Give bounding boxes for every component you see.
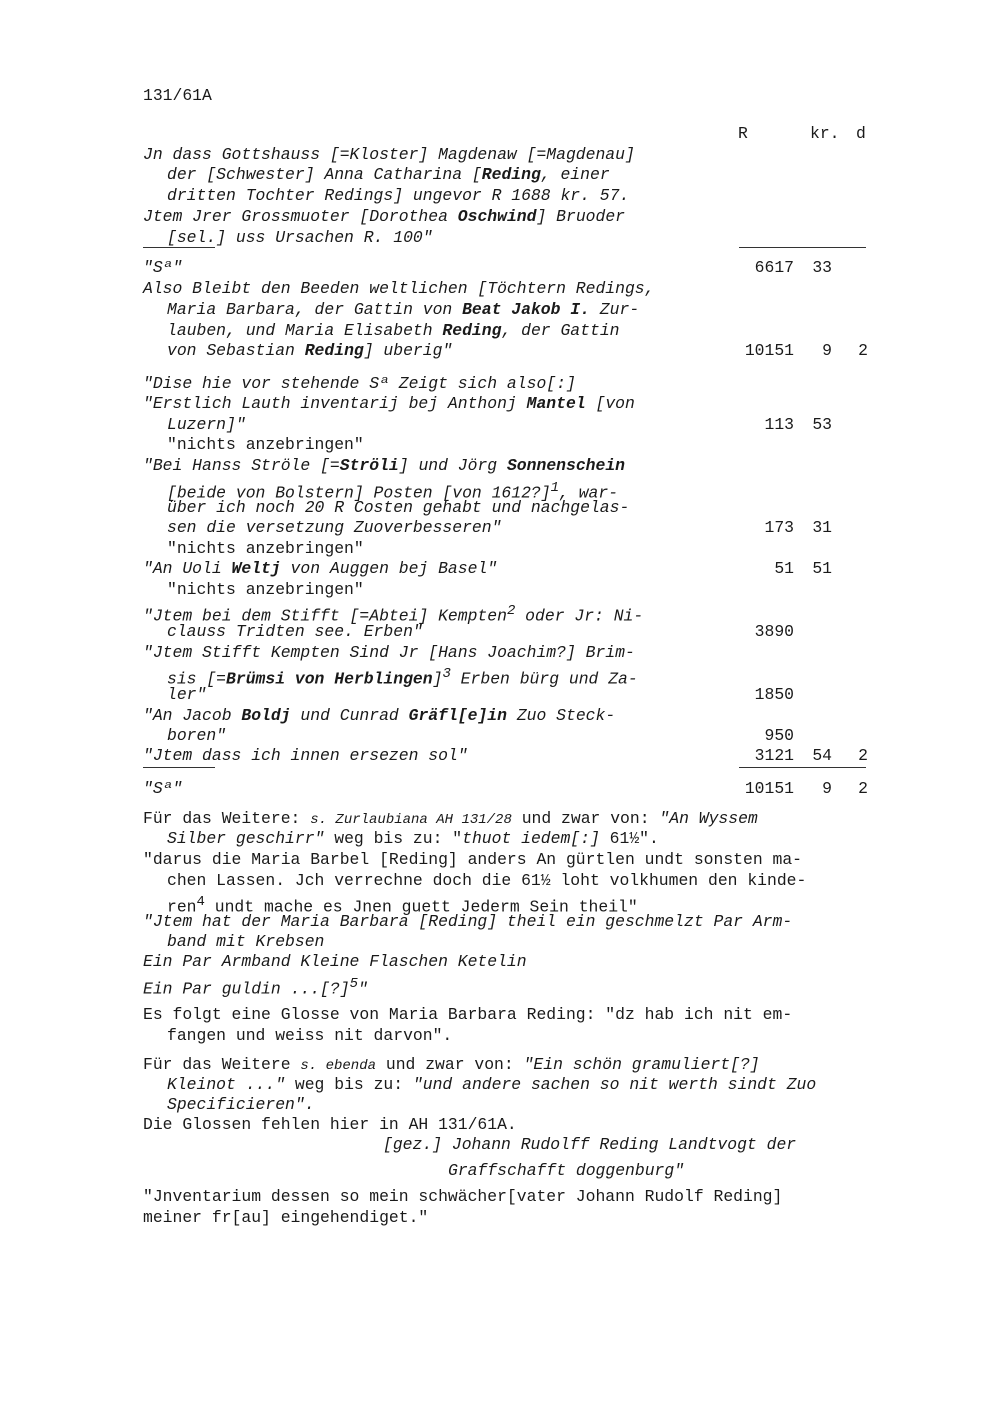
entry-line: clauss Tridten see. Erben"	[167, 622, 423, 641]
amount-r: 10151	[744, 341, 794, 360]
divider	[739, 767, 866, 768]
entry-line: "Jtem Stifft Kempten Sind Jr [Hans Joachim?] Brim-	[143, 643, 635, 662]
sum-r: 10151	[744, 779, 794, 798]
entry-line: "Bei Hanss Ströle [=Ströli] und Jörg Sonnenschein	[143, 456, 626, 475]
footnote-marker: 5	[349, 976, 358, 992]
divider	[143, 767, 215, 768]
entry-line: "Jtem bei dem Stifft [=Abtei] Kempten$^2$ oder Jr: Ni-	[143, 603, 644, 626]
entry-line: "An Uoli Weltj von Auggen bej Basel"	[143, 559, 498, 578]
amount-r: 1850	[754, 685, 794, 704]
entry-line: "Erstlich Lauth inventarij bej Anthonj Mantel [von	[143, 394, 635, 413]
entry-line: band mit Krebsen	[167, 932, 325, 951]
entry-line: Ein Par Armband Kleine Flaschen Ketelin	[143, 952, 527, 971]
entry-line: boren"	[167, 726, 227, 745]
entry-line: der [Schwester] Anna Catharina [Reding, einer	[167, 165, 610, 184]
note-line: "nichts anzebringen"	[167, 435, 364, 454]
entry-line: "Jnventarium dessen so mein schwächer[vater Johann Rudolf Reding]	[143, 1187, 783, 1206]
footnote-marker: 2	[506, 603, 516, 619]
amount-r: 173	[764, 518, 794, 537]
column-header-r: R	[738, 124, 748, 143]
divider	[739, 247, 866, 248]
entry-line: "Jtem hat der Maria Barbara [Reding] theil ein geschmelzt Par Arm-	[143, 912, 793, 931]
amount-kr: 53	[812, 415, 832, 434]
sum-label: "Sª"	[143, 258, 183, 277]
entry-line: von Sebastian Reding] uberig"	[167, 341, 453, 360]
entry-line: sis [=Brümsi von Herblingen]$^3$ Erben bürg und Za-	[167, 666, 638, 689]
entry-line: Kleinot ..." weg bis zu: "und andere sachen so nit werth sindt Zuo	[167, 1075, 817, 1094]
entry-line: dritten Tochter Redings] ungevor R 1688 kr. 57.	[167, 186, 630, 205]
entry-line: Silber geschirr" weg bis zu: "thuot iedem[:] 61½".	[167, 829, 659, 848]
amount-kr: 51	[812, 559, 832, 578]
entry-line: [sel.] uss Ursachen R. 100"	[167, 228, 433, 247]
entry-line: Für das Weitere: s. Zurlaubiana AH 131/28 und zwar von: "An Wyssem	[143, 809, 758, 828]
entry-line: Jn dass Gottshauss [=Kloster] Magdenaw [=Magdenau]	[143, 145, 635, 164]
footnote-marker: 1	[550, 480, 560, 496]
entry-line: Jtem Jrer Grossmuoter [Dorothea Oschwind] Bruoder	[143, 207, 625, 226]
column-header-d: d	[856, 124, 866, 143]
amount-kr: 31	[812, 518, 832, 537]
signature-line: Graffschafft doggenburg"	[448, 1161, 685, 1180]
entry-line: ren$^4$ undt mache es Jnen guett Jederm Sein theil"	[167, 894, 638, 917]
amount-r: 51	[774, 559, 794, 578]
sum-kr: 9	[822, 779, 832, 798]
divider	[143, 247, 215, 248]
sum-kr: 33	[812, 258, 832, 277]
entry-line: chen Lassen. Jch verrechne doch die 61½ loht volkhumen den kinde-	[167, 871, 807, 890]
entry-line: [beide von Bolstern] Posten [von 1612?]$^1$, war-	[167, 480, 619, 503]
note-line: "nichts anzebringen"	[167, 580, 364, 599]
entry-line: Die Glossen fehlen hier in AH 131/61A.	[143, 1115, 517, 1134]
amount-kr: 54	[812, 746, 832, 765]
amount-kr: 9	[822, 341, 832, 360]
column-header-kr: kr.	[810, 124, 840, 143]
entry-line: ler"	[167, 685, 207, 704]
entry-line: Ein Par guldin ...[?]$^5$"	[143, 976, 368, 999]
entry-line: meiner fr[au] eingehendiget."	[143, 1208, 429, 1227]
amount-r: 3890	[754, 622, 794, 641]
amount-d: 2	[858, 746, 868, 765]
entry-line: sen die versetzung Zuoverbesseren"	[167, 518, 502, 537]
page-reference: 131/61A	[143, 86, 212, 105]
sum-r: 6617	[754, 258, 794, 277]
amount-r: 113	[764, 415, 794, 434]
note-line: "nichts anzebringen"	[167, 539, 364, 558]
entry-line: fangen und weiss nit darvon".	[167, 1026, 453, 1045]
entry-line: über ich noch 20 R Costen gehabt und nachgelas-	[167, 498, 630, 517]
amount-d: 2	[858, 341, 868, 360]
entry-line: Luzern]"	[167, 415, 246, 434]
footnote-marker: 3	[442, 666, 451, 682]
entry-line: "Jtem dass ich innen ersezen sol"	[143, 746, 468, 765]
entry-line: "An Jacob Boldj und Cunrad Gräfl[e]in Zuo Steck-	[143, 706, 616, 725]
entry-line: "darus die Maria Barbel [Reding] anders An gürtlen undt sonsten ma-	[143, 850, 803, 869]
entry-line: Also Bleibt den Beeden weltlichen [Töchtern Redings,	[143, 279, 655, 298]
entry-line: Für das Weitere s. ebenda und zwar von: "Ein schön gramuliert[?]	[143, 1055, 760, 1074]
entry-line: Maria Barbara, der Gattin von Beat Jakob I. Zur-	[167, 300, 640, 319]
entry-line: Specificieren".	[167, 1095, 315, 1114]
entry-line: "Dise hie vor stehende Sª Zeigt sich also[:]	[143, 374, 576, 393]
footnote-marker: 4	[196, 894, 205, 910]
signature-line: [gez.] Johann Rudolff Reding Landtvogt der	[383, 1135, 797, 1154]
entry-line: lauben, und Maria Elisabeth Reding, der Gattin	[167, 321, 620, 340]
sum-d: 2	[858, 779, 868, 798]
amount-r: 3121	[754, 746, 794, 765]
amount-r: 950	[764, 726, 794, 745]
entry-line: Es folgt eine Glosse von Maria Barbara Reding: "dz hab ich nit em-	[143, 1005, 793, 1024]
sum-label: "Sª"	[143, 779, 183, 798]
